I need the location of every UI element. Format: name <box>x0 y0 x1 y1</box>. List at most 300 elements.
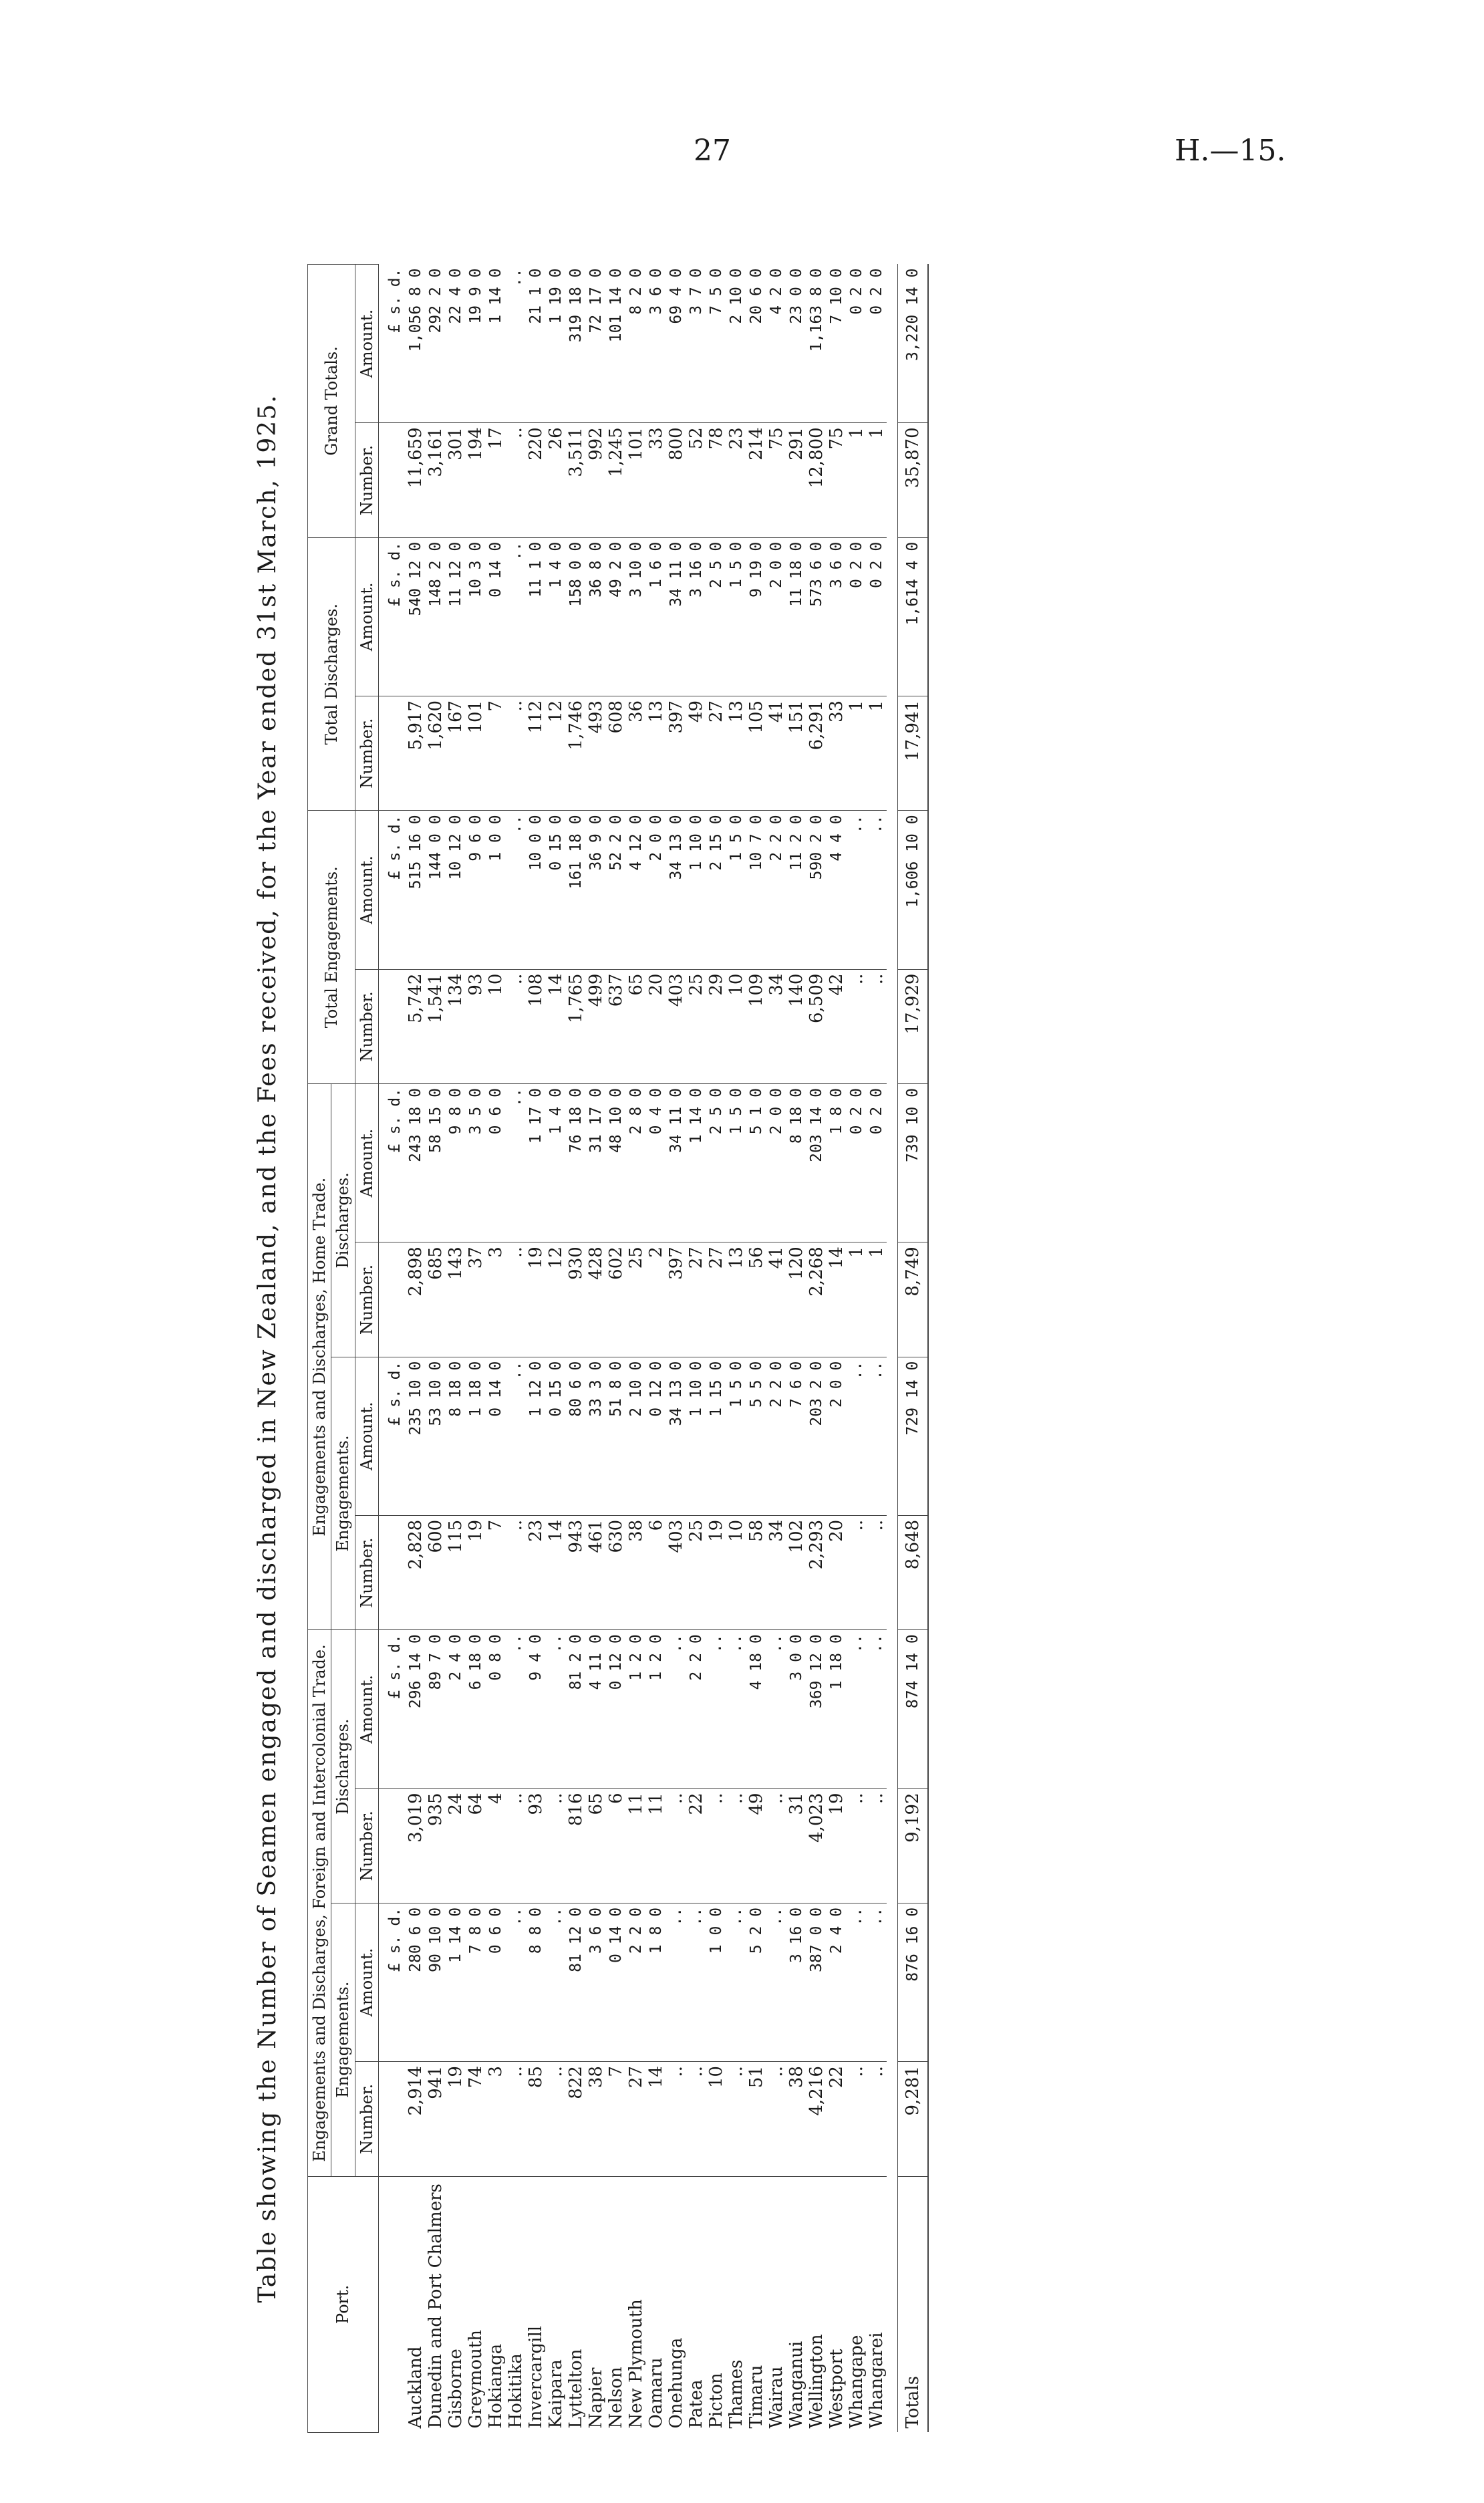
number-cell: 608 <box>606 696 626 811</box>
number-cell: 23 <box>726 423 746 538</box>
number-cell: 93 <box>466 969 486 1084</box>
number-cell: 12 <box>546 1242 566 1357</box>
amount-cell: 0 2 0 <box>867 537 887 696</box>
amount-cell: 58 15 0 <box>426 1084 446 1242</box>
number-cell: 6 <box>606 1789 626 1903</box>
number-cell: 22 <box>827 2062 847 2177</box>
number-cell: 31 <box>786 1789 806 1903</box>
amount-cell: 9 6 0 <box>466 811 486 969</box>
amount-cell: 1 0 0 <box>486 811 506 969</box>
amount-cell: .. <box>867 1630 887 1789</box>
number-cell: 13 <box>646 696 666 811</box>
number-cell: .. <box>506 969 526 1084</box>
amount-cell: .. <box>847 1630 867 1789</box>
amount-cell: 36 9 0 <box>586 811 606 969</box>
amount-cell: 21 1 0 <box>526 265 546 423</box>
amount-cell: 49 2 0 <box>606 537 626 696</box>
number-cell: 403 <box>666 969 686 1084</box>
number-cell: .. <box>847 969 867 1084</box>
number-cell: 19 <box>446 2062 466 2177</box>
amount-cell: 3 6 0 <box>646 265 666 423</box>
amount-cell: 10 3 0 <box>466 537 486 696</box>
port-name: Wellington <box>806 2334 827 2429</box>
table-row <box>446 265 466 2433</box>
number-cell: 9,281 <box>898 2062 929 2177</box>
number-cell: 38 <box>586 2062 606 2177</box>
amount-cell: 1,614 4 0 <box>898 537 929 696</box>
amount-cell: 1 4 0 <box>546 537 566 696</box>
table-row <box>786 265 806 2433</box>
number-cell: 12 <box>546 696 566 811</box>
amount-cell: 144 0 0 <box>426 811 446 969</box>
number-cell: 1 <box>867 423 887 538</box>
port-name: Patea <box>686 2379 707 2429</box>
number-cell: 7 <box>486 1515 506 1630</box>
number-cell: 10 <box>726 1515 746 1630</box>
amount-cell: 369 12 0 <box>806 1630 827 1789</box>
amount-cell: 4 4 0 <box>827 811 847 969</box>
number-cell: 34 <box>766 969 786 1084</box>
amount-cell: 2 2 0 <box>686 1630 706 1789</box>
amount-cell: 0 2 0 <box>847 537 867 696</box>
number-cell: 930 <box>566 1242 586 1357</box>
amount-cell: 203 2 0 <box>806 1357 827 1515</box>
amount-cell: 739 10 0 <box>898 1084 929 1242</box>
amount-cell: 158 0 0 <box>566 537 586 696</box>
amount-cell: 540 12 0 <box>406 537 426 696</box>
page-number: 27 <box>694 134 731 168</box>
amount-cell: 11 18 0 <box>786 537 806 696</box>
number-cell: .. <box>706 1789 726 1903</box>
port-name: Hokitika <box>506 2353 527 2429</box>
table-row <box>806 265 827 2433</box>
number-cell: .. <box>726 1789 746 1903</box>
number-cell: 38 <box>626 1515 646 1630</box>
amount-cell: 1 12 0 <box>526 1357 546 1515</box>
port-name: Hokianga <box>486 2343 506 2429</box>
number-cell: 115 <box>446 1515 466 1630</box>
number-cell: 25 <box>686 969 706 1084</box>
amount-cell: 161 18 0 <box>566 811 586 969</box>
number-cell: 34 <box>766 1515 786 1630</box>
number-cell: 10 <box>486 969 506 1084</box>
number-cell: 42 <box>827 969 847 1084</box>
currency-units: £ s. d. <box>379 1903 406 2061</box>
table-row <box>766 265 786 2433</box>
amount-cell: 1 10 0 <box>686 811 706 969</box>
number-cell: 14 <box>546 969 566 1084</box>
number-cell: 1,620 <box>426 696 446 811</box>
number-cell: 105 <box>746 696 766 811</box>
number-cell: 6,509 <box>806 969 827 1084</box>
number-cell: 1,746 <box>566 696 586 811</box>
amount-cell: 53 10 0 <box>426 1357 446 1515</box>
amount-cell: 0 14 0 <box>486 537 506 696</box>
amount-cell: 51 8 0 <box>606 1357 626 1515</box>
number-cell: 22 <box>686 1789 706 1903</box>
table-row <box>606 265 626 2433</box>
seamen-fees-table <box>307 264 929 2433</box>
amount-cell: 729 14 0 <box>898 1357 929 1515</box>
header-number: Number. <box>355 1789 378 1903</box>
amount-cell: 3 7 0 <box>686 265 706 423</box>
number-cell: .. <box>867 969 887 1084</box>
amount-cell: 52 2 0 <box>606 811 626 969</box>
number-cell: 992 <box>586 423 606 538</box>
number-cell: 2,898 <box>406 1242 426 1357</box>
number-cell: 19 <box>706 1515 726 1630</box>
table-row <box>646 265 666 2433</box>
table-row <box>746 265 766 2433</box>
header-amount: Amount. <box>355 1357 378 1515</box>
number-cell: .. <box>506 1789 526 1903</box>
amount-cell: 235 10 0 <box>406 1357 426 1515</box>
amount-cell: 203 14 0 <box>806 1084 827 1242</box>
number-cell: 25 <box>686 1515 706 1630</box>
amount-cell: .. <box>506 1903 526 2061</box>
amount-cell: 31 17 0 <box>586 1084 606 1242</box>
amount-cell: 1 6 0 <box>646 537 666 696</box>
header-amount: Amount. <box>355 1084 378 1242</box>
port-name: Onehunga <box>666 2337 687 2429</box>
amount-cell: 319 18 0 <box>566 265 586 423</box>
number-cell: 13 <box>726 696 746 811</box>
amount-cell: 2 15 0 <box>706 811 726 969</box>
amount-cell: 2 10 0 <box>726 265 746 423</box>
amount-cell: 2 0 0 <box>766 537 786 696</box>
totals-row <box>898 265 929 2433</box>
amount-cell: 8 8 0 <box>526 1903 546 2061</box>
amount-cell: 5 5 0 <box>746 1357 766 1515</box>
amount-cell: 3 10 0 <box>626 537 646 696</box>
amount-cell: 5 1 0 <box>746 1084 766 1242</box>
number-cell: 1,541 <box>426 969 446 1084</box>
number-cell: .. <box>686 2062 706 2177</box>
amount-cell: .. <box>847 811 867 969</box>
amount-cell: .. <box>867 1357 887 1515</box>
header-total-discharges: Total Discharges. <box>308 537 355 811</box>
header-home-engagements: Engagements. <box>331 1357 355 1630</box>
number-cell: 4,023 <box>806 1789 827 1903</box>
amount-cell: 1 8 0 <box>646 1903 666 2061</box>
number-cell: 143 <box>446 1242 466 1357</box>
table-row <box>526 265 546 2433</box>
header-number: Number. <box>355 1515 378 1630</box>
amount-cell: 1 8 0 <box>827 1084 847 1242</box>
number-cell: 19 <box>827 1789 847 1903</box>
amount-cell: 0 2 0 <box>847 265 867 423</box>
header-amount: Amount. <box>355 265 378 423</box>
number-cell: 4,216 <box>806 2062 827 2177</box>
number-cell: 78 <box>706 423 726 538</box>
number-cell: 101 <box>466 696 486 811</box>
amount-cell: 0 15 0 <box>546 1357 566 1515</box>
number-cell: 11 <box>626 1789 646 1903</box>
number-cell: 14 <box>646 2062 666 2177</box>
port-name: Westport <box>827 2349 847 2429</box>
port-name: Whangarei <box>867 2332 887 2429</box>
amount-cell: 1 4 0 <box>546 1084 566 1242</box>
amount-cell: 874 14 0 <box>898 1630 929 1789</box>
number-cell: 941 <box>426 2062 446 2177</box>
port-name: Invercargill <box>526 2325 547 2429</box>
number-cell: 14 <box>546 1515 566 1630</box>
number-cell: .. <box>506 1242 526 1357</box>
port-name: Picton <box>706 2373 727 2429</box>
number-cell: 6 <box>646 1515 666 1630</box>
number-cell: .. <box>847 1789 867 1903</box>
amount-cell: 34 13 0 <box>666 1357 686 1515</box>
port-name: Napier <box>586 2367 607 2429</box>
currency-units: £ s. d. <box>379 537 406 696</box>
number-cell: .. <box>867 1515 887 1630</box>
amount-cell: 81 2 0 <box>566 1630 586 1789</box>
amount-cell: 1 2 0 <box>626 1630 646 1789</box>
number-cell: 51 <box>746 2062 766 2177</box>
table-row <box>486 265 506 2433</box>
amount-cell: 4 11 0 <box>586 1630 606 1789</box>
number-cell: 4 <box>486 1789 506 1903</box>
table-row <box>506 265 526 2433</box>
amount-cell: 292 2 0 <box>426 265 446 423</box>
number-cell: 25 <box>626 1242 646 1357</box>
number-cell: 1 <box>847 696 867 811</box>
number-cell: 10 <box>726 969 746 1084</box>
number-cell: 140 <box>786 969 806 1084</box>
amount-cell: 7 8 0 <box>466 1903 486 2061</box>
header-total-engagements: Total Engagements. <box>308 811 355 1084</box>
number-cell: 397 <box>666 696 686 811</box>
amount-cell: 0 6 0 <box>486 1084 506 1242</box>
amount-cell: .. <box>666 1903 686 2061</box>
number-cell: 23 <box>526 1515 546 1630</box>
amount-cell: 0 14 0 <box>486 1357 506 1515</box>
amount-cell: 9 19 0 <box>746 537 766 696</box>
number-cell: .. <box>506 2062 526 2177</box>
amount-cell: .. <box>546 1630 566 1789</box>
amount-cell: 2 5 0 <box>706 1084 726 1242</box>
number-cell: 19 <box>526 1242 546 1357</box>
amount-cell: 573 6 0 <box>806 537 827 696</box>
amount-cell: 2 5 0 <box>706 537 726 696</box>
amount-cell: 2 2 0 <box>626 1903 646 2061</box>
amount-cell: .. <box>506 811 526 969</box>
number-cell: 17,941 <box>898 696 929 811</box>
number-cell: 167 <box>446 696 466 811</box>
number-cell: 11,659 <box>406 423 426 538</box>
amount-cell: 243 18 0 <box>406 1084 426 1242</box>
amount-cell: .. <box>847 1357 867 1515</box>
amount-cell: 1 10 0 <box>686 1357 706 1515</box>
amount-cell: 4 2 0 <box>766 265 786 423</box>
number-cell: 38 <box>786 2062 806 2177</box>
table-row <box>666 265 686 2433</box>
number-cell: 109 <box>746 969 766 1084</box>
amount-cell: 1,056 8 0 <box>406 265 426 423</box>
number-cell: 493 <box>586 696 606 811</box>
number-cell: 37 <box>466 1242 486 1357</box>
port-name: Wairau <box>766 2366 787 2429</box>
number-cell: 8,749 <box>898 1242 929 1357</box>
table-row <box>827 265 847 2433</box>
number-cell: 65 <box>586 1789 606 1903</box>
amount-cell: 4 12 0 <box>626 811 646 969</box>
amount-cell: 9 4 0 <box>526 1630 546 1789</box>
header-amount: Amount. <box>355 537 378 696</box>
number-cell: 3 <box>486 2062 506 2177</box>
number-cell: 499 <box>586 969 606 1084</box>
number-cell: 29 <box>706 969 726 1084</box>
amount-cell: 80 6 0 <box>566 1357 586 1515</box>
port-name: Oamaru <box>646 2357 667 2429</box>
number-cell: .. <box>726 2062 746 2177</box>
number-cell: 220 <box>526 423 546 538</box>
number-cell: .. <box>867 2062 887 2177</box>
port-name: Gisborne <box>446 2349 466 2429</box>
table-row <box>546 265 566 2433</box>
number-cell: 93 <box>526 1789 546 1903</box>
number-cell: 120 <box>786 1242 806 1357</box>
amount-cell: .. <box>546 1903 566 2061</box>
table-row <box>466 265 486 2433</box>
amount-cell: 1 18 0 <box>827 1630 847 1789</box>
amount-cell: 11 1 0 <box>526 537 546 696</box>
number-cell: 600 <box>426 1515 446 1630</box>
amount-cell: .. <box>506 1357 526 1515</box>
number-cell: 602 <box>606 1242 626 1357</box>
number-cell: 64 <box>466 1789 486 1903</box>
number-cell: 800 <box>666 423 686 538</box>
amount-cell: 23 0 0 <box>786 265 806 423</box>
amount-cell: 876 16 0 <box>898 1903 929 2061</box>
number-cell: .. <box>666 2062 686 2177</box>
amount-cell: 1 0 0 <box>706 1903 726 2061</box>
amount-cell: 1 18 0 <box>466 1357 486 1515</box>
header-amount: Amount. <box>355 1903 378 2061</box>
amount-cell: 10 0 0 <box>526 811 546 969</box>
amount-cell: 2 4 0 <box>446 1630 466 1789</box>
amount-cell: 1 5 0 <box>726 811 746 969</box>
amount-cell: 7 6 0 <box>786 1357 806 1515</box>
number-cell: 112 <box>526 696 546 811</box>
number-cell: 2,268 <box>806 1242 827 1357</box>
amount-cell: 8 18 0 <box>786 1084 806 1242</box>
amount-cell: 0 6 0 <box>486 1903 506 2061</box>
number-cell: 12,800 <box>806 423 827 538</box>
amount-cell: 76 18 0 <box>566 1084 586 1242</box>
number-cell: 65 <box>626 969 646 1084</box>
number-cell: .. <box>766 2062 786 2177</box>
number-cell: 52 <box>686 423 706 538</box>
amount-cell: 1 14 0 <box>686 1084 706 1242</box>
number-cell: 19 <box>466 1515 486 1630</box>
number-cell: 26 <box>546 423 566 538</box>
amount-cell: 0 4 0 <box>646 1084 666 1242</box>
amount-cell: 10 7 0 <box>746 811 766 969</box>
number-cell: 10 <box>706 2062 726 2177</box>
amount-cell: 90 10 0 <box>426 1903 446 2061</box>
number-cell: 1 <box>867 1242 887 1357</box>
number-cell: 3,511 <box>566 423 586 538</box>
number-cell: 134 <box>446 969 466 1084</box>
header-number: Number. <box>355 696 378 811</box>
header-number: Number. <box>355 1242 378 1357</box>
amount-cell: 1 14 0 <box>486 265 506 423</box>
amount-cell: .. <box>506 265 526 423</box>
number-cell: 13 <box>726 1242 746 1357</box>
number-cell: 1,245 <box>606 423 626 538</box>
amount-cell: 148 2 0 <box>426 537 446 696</box>
number-cell: .. <box>847 1515 867 1630</box>
number-cell: 49 <box>746 1789 766 1903</box>
amount-cell: 8 18 0 <box>446 1357 466 1515</box>
document-reference: H.—15. <box>1175 134 1286 168</box>
number-cell: 58 <box>746 1515 766 1630</box>
amount-cell: .. <box>506 1630 526 1789</box>
number-cell: 943 <box>566 1515 586 1630</box>
number-cell: 27 <box>706 1242 726 1357</box>
amount-cell: 10 12 0 <box>446 811 466 969</box>
number-cell: 27 <box>686 1242 706 1357</box>
port-name: Thames <box>726 2359 747 2429</box>
header-home-discharges: Discharges. <box>331 1084 355 1357</box>
amount-cell: .. <box>726 1630 746 1789</box>
amount-cell: 2 2 0 <box>766 811 786 969</box>
number-cell: 822 <box>566 2062 586 2177</box>
port-name: Auckland <box>406 2346 426 2429</box>
number-cell: 8,648 <box>898 1515 929 1630</box>
number-cell: 108 <box>526 969 546 1084</box>
amount-cell: 72 17 0 <box>586 265 606 423</box>
amount-cell: 2 2 0 <box>766 1357 786 1515</box>
amount-cell: 1 17 0 <box>526 1084 546 1242</box>
number-cell: 75 <box>766 423 786 538</box>
amount-cell: 0 2 0 <box>867 265 887 423</box>
number-cell: 7 <box>606 2062 626 2177</box>
number-cell: 7 <box>486 696 506 811</box>
number-cell: .. <box>766 1789 786 1903</box>
header-grand-totals: Grand Totals. <box>308 265 355 538</box>
number-cell: 816 <box>566 1789 586 1903</box>
number-cell: 3,161 <box>426 423 446 538</box>
number-cell: 5,742 <box>406 969 426 1084</box>
currency-units: £ s. d. <box>379 265 406 423</box>
number-cell: .. <box>546 1789 566 1903</box>
table-row <box>586 265 606 2433</box>
amount-cell: 2 0 0 <box>646 811 666 969</box>
amount-cell: 0 14 0 <box>606 1903 626 2061</box>
amount-cell: 8 2 0 <box>626 265 646 423</box>
number-cell: 1 <box>847 1242 867 1357</box>
amount-cell: 0 12 0 <box>606 1630 626 1789</box>
port-name: New Plymouth <box>626 2299 647 2429</box>
amount-cell: 3 6 0 <box>827 537 847 696</box>
number-cell: 637 <box>606 969 626 1084</box>
number-cell: 291 <box>786 423 806 538</box>
amount-cell: 3 16 0 <box>686 537 706 696</box>
amount-cell: .. <box>766 1630 786 1789</box>
amount-cell: 11 12 0 <box>446 537 466 696</box>
number-cell: 2,914 <box>406 2062 426 2177</box>
number-cell: 194 <box>466 423 486 538</box>
number-cell: 56 <box>746 1242 766 1357</box>
number-cell: 301 <box>446 423 466 538</box>
amount-cell: 3,220 14 0 <box>898 265 929 423</box>
currency-units: £ s. d. <box>379 1357 406 1515</box>
amount-cell: .. <box>666 1630 686 1789</box>
amount-cell: .. <box>847 1903 867 2061</box>
number-cell: 2 <box>646 1242 666 1357</box>
